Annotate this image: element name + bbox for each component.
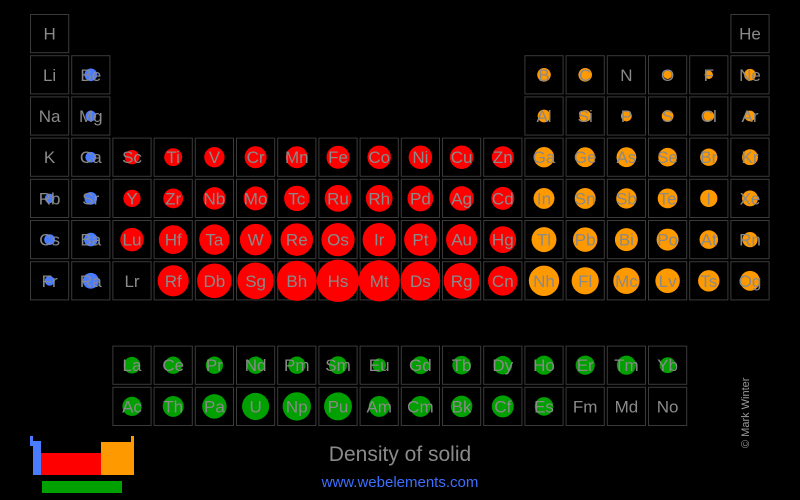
element-symbol: Sr <box>82 189 100 209</box>
element-cell-u[interactable] <box>237 387 275 425</box>
element-cell-tm[interactable] <box>607 346 645 384</box>
element-cell-ar[interactable] <box>731 97 769 135</box>
element-cell-pm[interactable] <box>278 346 316 384</box>
element-symbol: Os <box>327 230 349 250</box>
element-symbol: Rn <box>739 230 761 250</box>
element-symbol: Pm <box>284 356 310 376</box>
element-symbol: Co <box>368 148 391 168</box>
element-symbol: Fr <box>41 271 58 291</box>
element-symbol: Zn <box>492 148 513 168</box>
element-cell-ba[interactable] <box>72 221 110 259</box>
element-cell-sn[interactable] <box>566 179 604 217</box>
element-cell-al[interactable] <box>525 97 563 135</box>
element-symbol: Fm <box>572 397 598 417</box>
element-symbol: Md <box>614 397 639 417</box>
element-cell-gd[interactable] <box>401 346 439 384</box>
element-symbol: V <box>208 148 221 168</box>
element-cell-rb[interactable] <box>31 179 69 217</box>
element-cell-ts[interactable] <box>690 262 728 300</box>
element-symbol: Nd <box>244 356 267 376</box>
element-symbol: Tl <box>536 230 552 250</box>
element-symbol: Cn <box>491 271 514 291</box>
element-cell-h[interactable] <box>31 15 69 53</box>
element-symbol: P <box>620 107 633 126</box>
element-symbol: Hs <box>327 271 349 291</box>
element-cell-ga[interactable] <box>525 138 563 176</box>
element-cell-np[interactable] <box>278 387 316 425</box>
element-symbol: Y <box>126 189 138 209</box>
element-symbol: Er <box>576 356 594 376</box>
element-symbol: Th <box>163 397 184 417</box>
element-symbol: Tb <box>451 356 472 376</box>
element-symbol: Ti <box>166 148 180 168</box>
element-symbol: Es <box>534 397 554 417</box>
element-symbol: O <box>660 65 675 85</box>
element-symbol: B <box>538 65 550 85</box>
element-cell-fe[interactable] <box>319 138 357 176</box>
element-symbol: Re <box>285 230 308 250</box>
element-cell-rh[interactable] <box>360 179 398 217</box>
element-symbol: Pd <box>410 189 431 209</box>
element-cell-tc[interactable] <box>278 179 316 217</box>
element-cell-cs[interactable] <box>31 221 69 259</box>
element-symbol: Lu <box>122 230 142 250</box>
element-cell-eu[interactable] <box>360 346 398 384</box>
element-symbol: Kr <box>741 148 759 168</box>
element-cell-ni[interactable] <box>401 138 439 176</box>
element-cell-am[interactable] <box>360 387 398 425</box>
element-symbol: Cu <box>450 148 473 168</box>
element-symbol: Ar <box>741 107 759 126</box>
element-cell-sg[interactable] <box>237 262 275 300</box>
element-cell-mg[interactable] <box>72 97 110 135</box>
element-symbol: I <box>706 189 712 209</box>
element-symbol: Lv <box>658 271 677 291</box>
element-symbol: Am <box>366 397 392 417</box>
element-cell-i[interactable] <box>690 179 728 217</box>
element-cell-n[interactable] <box>607 56 645 94</box>
element-cell-ta[interactable] <box>195 221 233 259</box>
element-symbol: Sg <box>245 271 266 291</box>
element-symbol: At <box>700 230 717 250</box>
element-symbol: Np <box>285 397 308 417</box>
element-cell-la[interactable] <box>113 346 151 384</box>
element-symbol: N <box>620 65 633 85</box>
element-cell-nh[interactable] <box>525 262 563 300</box>
element-cell-be[interactable] <box>72 56 110 94</box>
element-cell-nd[interactable] <box>237 346 275 384</box>
element-symbol: Au <box>451 230 472 250</box>
element-cell-pa[interactable] <box>195 387 233 425</box>
element-symbol: Br <box>700 148 718 168</box>
element-cell-ho[interactable] <box>525 346 563 384</box>
element-cell-mn[interactable] <box>278 138 316 176</box>
element-cell-br[interactable] <box>690 138 728 176</box>
element-symbol: K <box>43 148 56 168</box>
element-symbol: As <box>616 148 637 168</box>
element-symbol: Pr <box>205 356 223 376</box>
element-symbol: Dy <box>492 356 514 376</box>
element-symbol: Db <box>203 271 226 291</box>
element-symbol: Pt <box>412 230 429 250</box>
element-symbol: C <box>579 65 592 85</box>
element-cell-re[interactable] <box>278 221 316 259</box>
element-cell-pr[interactable] <box>195 346 233 384</box>
element-cell-po[interactable] <box>649 221 687 259</box>
element-symbol: Rf <box>164 271 182 291</box>
element-symbol: F <box>703 65 714 85</box>
element-symbol: Li <box>42 65 57 85</box>
element-symbol: Xe <box>739 189 761 209</box>
element-symbol: Cr <box>246 148 265 168</box>
element-cell-lr[interactable] <box>113 262 151 300</box>
element-cell-p[interactable] <box>607 97 645 135</box>
element-symbol: Sc <box>122 148 142 168</box>
element-symbol: Tm <box>614 356 639 376</box>
element-cell-md[interactable] <box>607 387 645 425</box>
element-cell-y[interactable] <box>113 179 151 217</box>
element-cell-th[interactable] <box>154 387 192 425</box>
element-cell-rn[interactable] <box>731 221 769 259</box>
element-symbol: Pa <box>204 397 225 417</box>
element-symbol: Fe <box>328 148 348 168</box>
element-symbol: Eu <box>368 356 390 376</box>
element-cell-f[interactable] <box>690 56 728 94</box>
element-cell-rf[interactable] <box>154 262 192 300</box>
element-symbol: Cd <box>491 189 514 209</box>
element-cell-bk[interactable] <box>443 387 481 425</box>
element-symbol: Be <box>80 65 102 85</box>
element-cell-hs[interactable] <box>317 260 359 302</box>
element-cell-k[interactable] <box>31 138 69 176</box>
element-cell-es[interactable] <box>525 387 563 425</box>
element-symbol: Og <box>738 271 762 291</box>
element-cell-sb[interactable] <box>607 179 645 217</box>
element-symbol: La <box>122 356 142 376</box>
element-cell-au[interactable] <box>443 221 481 259</box>
element-symbol: Ra <box>79 271 102 291</box>
element-symbol: Rb <box>38 189 61 209</box>
element-cell-ca[interactable] <box>72 138 110 176</box>
element-symbol: Ir <box>374 230 385 250</box>
element-symbol: Mt <box>369 271 389 291</box>
element-symbol: Mg <box>78 107 103 126</box>
element-cell-fr[interactable] <box>31 262 69 300</box>
element-cell-w[interactable] <box>237 221 275 259</box>
element-symbol: Zr <box>165 189 182 209</box>
element-cell-c[interactable] <box>566 56 604 94</box>
element-symbol: Ga <box>532 148 556 168</box>
element-cell-cd[interactable] <box>484 179 522 217</box>
element-cell-sc[interactable] <box>113 138 151 176</box>
element-cell-lu[interactable] <box>113 221 151 259</box>
element-symbol: Bh <box>286 271 308 291</box>
element-cell-ra[interactable] <box>72 262 110 300</box>
element-symbol: H <box>43 24 56 44</box>
element-cell-cr[interactable] <box>237 138 275 176</box>
element-cell-he[interactable] <box>731 15 769 53</box>
element-cell-pu[interactable] <box>319 387 357 425</box>
element-symbol: Ts <box>700 271 718 291</box>
element-symbol: Gd <box>409 356 432 376</box>
element-cell-mo[interactable] <box>237 179 275 217</box>
element-cell-ds[interactable] <box>401 261 441 301</box>
element-symbol: Cs <box>39 230 60 250</box>
element-symbol: Ni <box>412 148 429 168</box>
element-cell-ge[interactable] <box>566 138 604 176</box>
element-symbol: Mo <box>243 189 268 209</box>
element-symbol: S <box>661 107 674 126</box>
element-symbol: Sn <box>574 189 596 209</box>
element-symbol: Na <box>38 107 61 126</box>
element-symbol: Te <box>658 189 677 209</box>
element-symbol: Sm <box>325 356 351 376</box>
element-cell-dy[interactable] <box>484 346 522 384</box>
element-cell-zn[interactable] <box>484 138 522 176</box>
element-cell-rg[interactable] <box>443 262 481 300</box>
element-symbol: U <box>249 397 262 417</box>
element-symbol: Cf <box>494 397 512 417</box>
element-symbol: Lr <box>124 271 140 291</box>
element-cell-fm[interactable] <box>566 387 604 425</box>
element-cell-pt[interactable] <box>401 221 439 259</box>
element-cell-ru[interactable] <box>319 179 357 217</box>
element-cell-sm[interactable] <box>319 346 357 384</box>
element-cell-ir[interactable] <box>360 221 398 259</box>
element-symbol: Al <box>536 107 552 126</box>
element-cell-yb[interactable] <box>649 346 687 384</box>
element-cell-er[interactable] <box>566 346 604 384</box>
element-cell-pd[interactable] <box>401 179 439 217</box>
element-cell-mt[interactable] <box>359 260 400 301</box>
element-symbol: Bk <box>451 397 472 417</box>
element-symbol: Si <box>577 107 593 126</box>
element-cell-cu[interactable] <box>443 138 481 176</box>
element-cell-db[interactable] <box>195 262 233 300</box>
element-cell-ac[interactable] <box>113 387 151 425</box>
element-symbol: Ho <box>533 356 555 376</box>
element-symbol: Bi <box>618 230 634 250</box>
element-cell-ce[interactable] <box>154 346 192 384</box>
element-cell-hf[interactable] <box>154 221 192 259</box>
element-cell-co[interactable] <box>360 138 398 176</box>
element-symbol: Sb <box>616 189 637 209</box>
element-symbol: Ba <box>80 230 102 250</box>
website-link[interactable]: www.webelements.com <box>321 474 479 491</box>
element-cell-zr[interactable] <box>154 179 192 217</box>
element-cell-na[interactable] <box>31 97 69 135</box>
element-cell-ne[interactable] <box>731 56 769 94</box>
element-cell-te[interactable] <box>649 179 687 217</box>
chart-title: Density of solid <box>328 443 472 466</box>
element-cell-o[interactable] <box>649 56 687 94</box>
element-cell-ag[interactable] <box>443 179 481 217</box>
element-symbol: Tc <box>288 189 306 209</box>
element-symbol: W <box>247 230 264 250</box>
element-symbol: Ca <box>79 148 102 168</box>
element-symbol: Hf <box>164 230 182 250</box>
element-cell-og[interactable] <box>731 262 769 300</box>
element-cell-ti[interactable] <box>154 138 192 176</box>
element-cell-se[interactable] <box>649 138 687 176</box>
element-cell-fl[interactable] <box>566 262 604 300</box>
element-cell-li[interactable] <box>31 56 69 94</box>
element-cell-b[interactable] <box>525 56 563 94</box>
element-cell-kr[interactable] <box>731 138 769 176</box>
element-symbol: Pu <box>327 397 349 417</box>
element-symbol: Rh <box>368 189 391 209</box>
element-cell-at[interactable] <box>690 221 728 259</box>
element-symbol: Yb <box>657 356 678 376</box>
element-symbol: Ce <box>162 356 185 376</box>
element-cell-xe[interactable] <box>731 179 769 217</box>
element-cell-bh[interactable] <box>277 261 317 301</box>
element-cell-tb[interactable] <box>443 346 481 384</box>
element-cell-hg[interactable] <box>484 221 522 259</box>
element-cell-si[interactable] <box>566 97 604 135</box>
element-symbol: He <box>739 24 761 44</box>
element-symbol: Ag <box>451 189 472 209</box>
element-cell-nb[interactable] <box>195 179 233 217</box>
element-cell-lv[interactable] <box>649 262 687 300</box>
element-cell-pb[interactable] <box>566 221 604 259</box>
element-cell-tl[interactable] <box>525 221 563 259</box>
element-symbol: No <box>656 397 679 417</box>
element-cell-sr[interactable] <box>72 179 110 217</box>
element-cell-cl[interactable] <box>690 97 728 135</box>
element-cell-os[interactable] <box>319 221 357 259</box>
element-cell-as[interactable] <box>607 138 645 176</box>
element-cell-cm[interactable] <box>401 387 439 425</box>
element-symbol: Se <box>657 148 678 168</box>
element-symbol: Cm <box>407 397 434 417</box>
element-symbol: Mn <box>284 148 309 168</box>
element-symbol: Fl <box>578 271 593 291</box>
element-cell-no[interactable] <box>649 387 687 425</box>
element-symbol: Ta <box>205 230 224 250</box>
element-symbol: Ge <box>573 148 597 168</box>
element-symbol: Hg <box>491 230 514 250</box>
element-cell-v[interactable] <box>195 138 233 176</box>
element-symbol: Ac <box>122 397 142 417</box>
element-symbol: Rg <box>450 271 473 291</box>
element-cell-mc[interactable] <box>607 262 645 300</box>
element-cell-s[interactable] <box>649 97 687 135</box>
element-symbol: Mc <box>615 271 638 291</box>
element-symbol: In <box>536 189 552 209</box>
element-symbol: Pb <box>574 230 596 250</box>
element-symbol: Cl <box>700 107 717 126</box>
element-cell-in[interactable] <box>525 179 563 217</box>
element-symbol: Ne <box>739 65 761 85</box>
element-symbol: Nh <box>533 271 555 291</box>
element-cell-cn[interactable] <box>484 262 522 300</box>
element-symbol: Nb <box>203 189 226 209</box>
element-cell-cf[interactable] <box>484 387 522 425</box>
element-symbol: Ds <box>410 271 431 291</box>
element-symbol: Po <box>657 230 678 250</box>
element-cell-bi[interactable] <box>607 221 645 259</box>
element-symbol: Ru <box>327 189 349 209</box>
credit-text: © Mark Winter <box>740 377 752 448</box>
